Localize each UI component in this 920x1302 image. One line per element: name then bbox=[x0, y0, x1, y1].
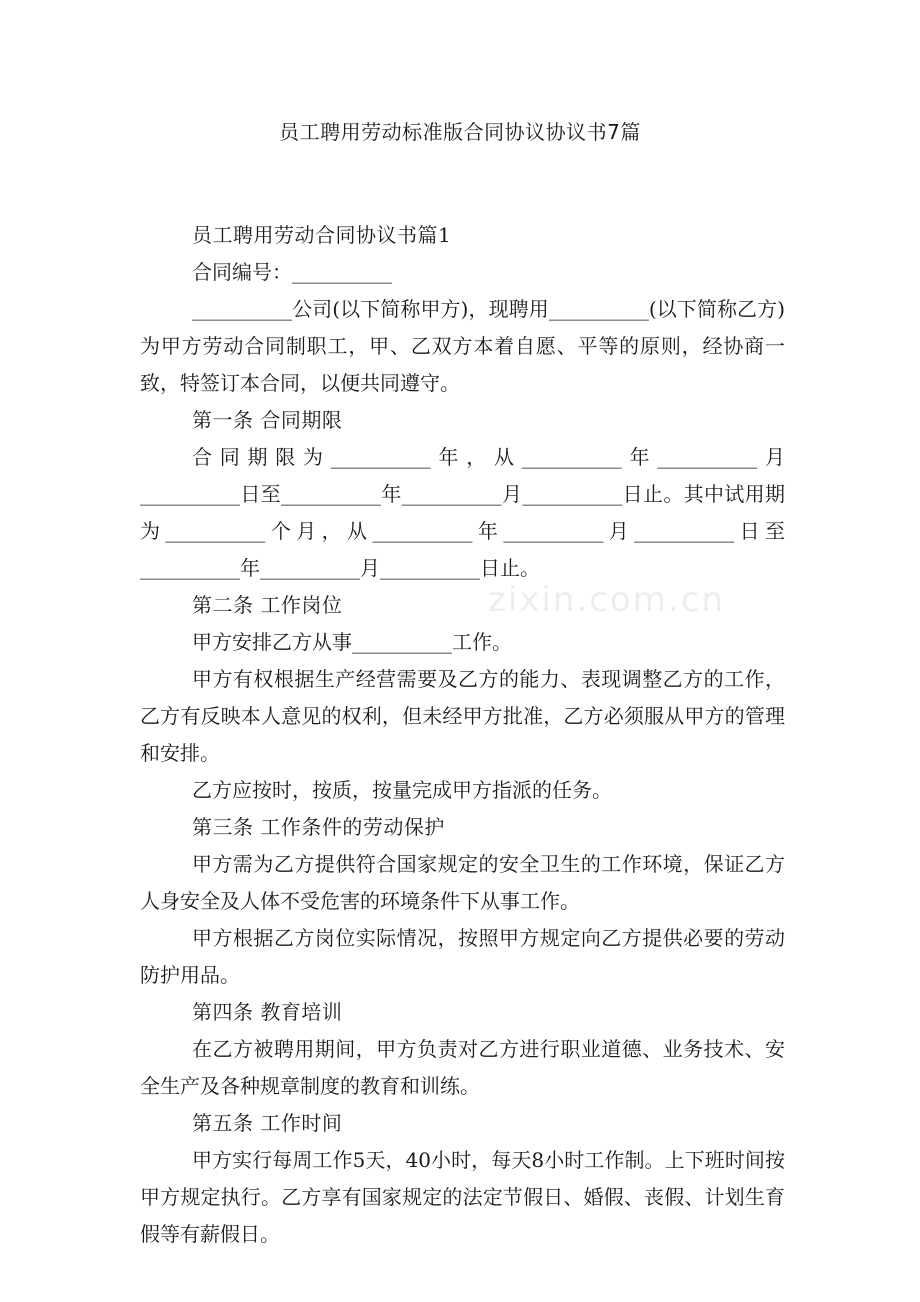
document-title: 员工聘用劳动标准版合同协议协议书7篇 bbox=[279, 120, 641, 144]
document-body bbox=[140, 217, 785, 1253]
paragraph-adjustment: 甲方有权根据生产经营需要及乙方的能力、表现调整乙方的工作，乙方有反映本人意见的权利，但未经甲方批准，乙方必须服从甲方的管理和安排。 bbox=[140, 667, 785, 765]
paragraph-hours: 甲方实行每周工作5天，40小时，每天8小时工作制。上下班时间按甲方规定执行。乙方享有国家规定的法定节假日、婚假、丧假、计划生育假等有薪假日。 bbox=[140, 1148, 785, 1246]
paragraph-position: 甲方安排乙方从事__________工作。 bbox=[192, 630, 512, 654]
paragraph-term: 合同期限为__________年，从__________年__________月__________日至__________年__________月__________日止。其中试用期为__________个月，从__________年__________月__________日至__________年__________月__________日止。 bbox=[140, 445, 785, 580]
section-title: 员工聘用劳动合同协议书篇1 bbox=[192, 223, 452, 247]
paragraph-safety: 甲方需为乙方提供符合国家规定的安全卫生的工作环境，保证乙方人身安全及人体不受危害的环境条件下从事工作。 bbox=[140, 852, 785, 913]
article-3-heading: 第三条 工作条件的劳动保护 bbox=[192, 815, 445, 839]
paragraph-training: 在乙方被聘用期间，甲方负责对乙方进行职业道德、业务技术、安全生产及各种规章制度的教育和训练。 bbox=[140, 1037, 785, 1098]
article-1-heading: 第一条 合同期限 bbox=[192, 408, 343, 432]
article-2-heading: 第二条 工作岗位 bbox=[192, 593, 343, 617]
watermark: zixin.com.cn bbox=[488, 580, 725, 620]
paragraph-intro: __________公司(以下简称甲方)，现聘用__________(以下简称乙方)为甲方劳动合同制职工，甲、乙双方本着自愿、平等的原则，经协商一致，特签订本合同，以便共同遵守。 bbox=[140, 297, 785, 395]
article-5-heading: 第五条 工作时间 bbox=[192, 1111, 343, 1135]
paragraph-protection: 甲方根据乙方岗位实际情况，按照甲方规定向乙方提供必要的劳动防护用品。 bbox=[140, 926, 785, 987]
paragraph-tasks: 乙方应按时，按质，按量完成甲方指派的任务。 bbox=[192, 778, 612, 802]
article-4-heading: 第四条 教育培训 bbox=[192, 1000, 343, 1024]
contract-number: 合同编号：__________ bbox=[192, 260, 392, 284]
